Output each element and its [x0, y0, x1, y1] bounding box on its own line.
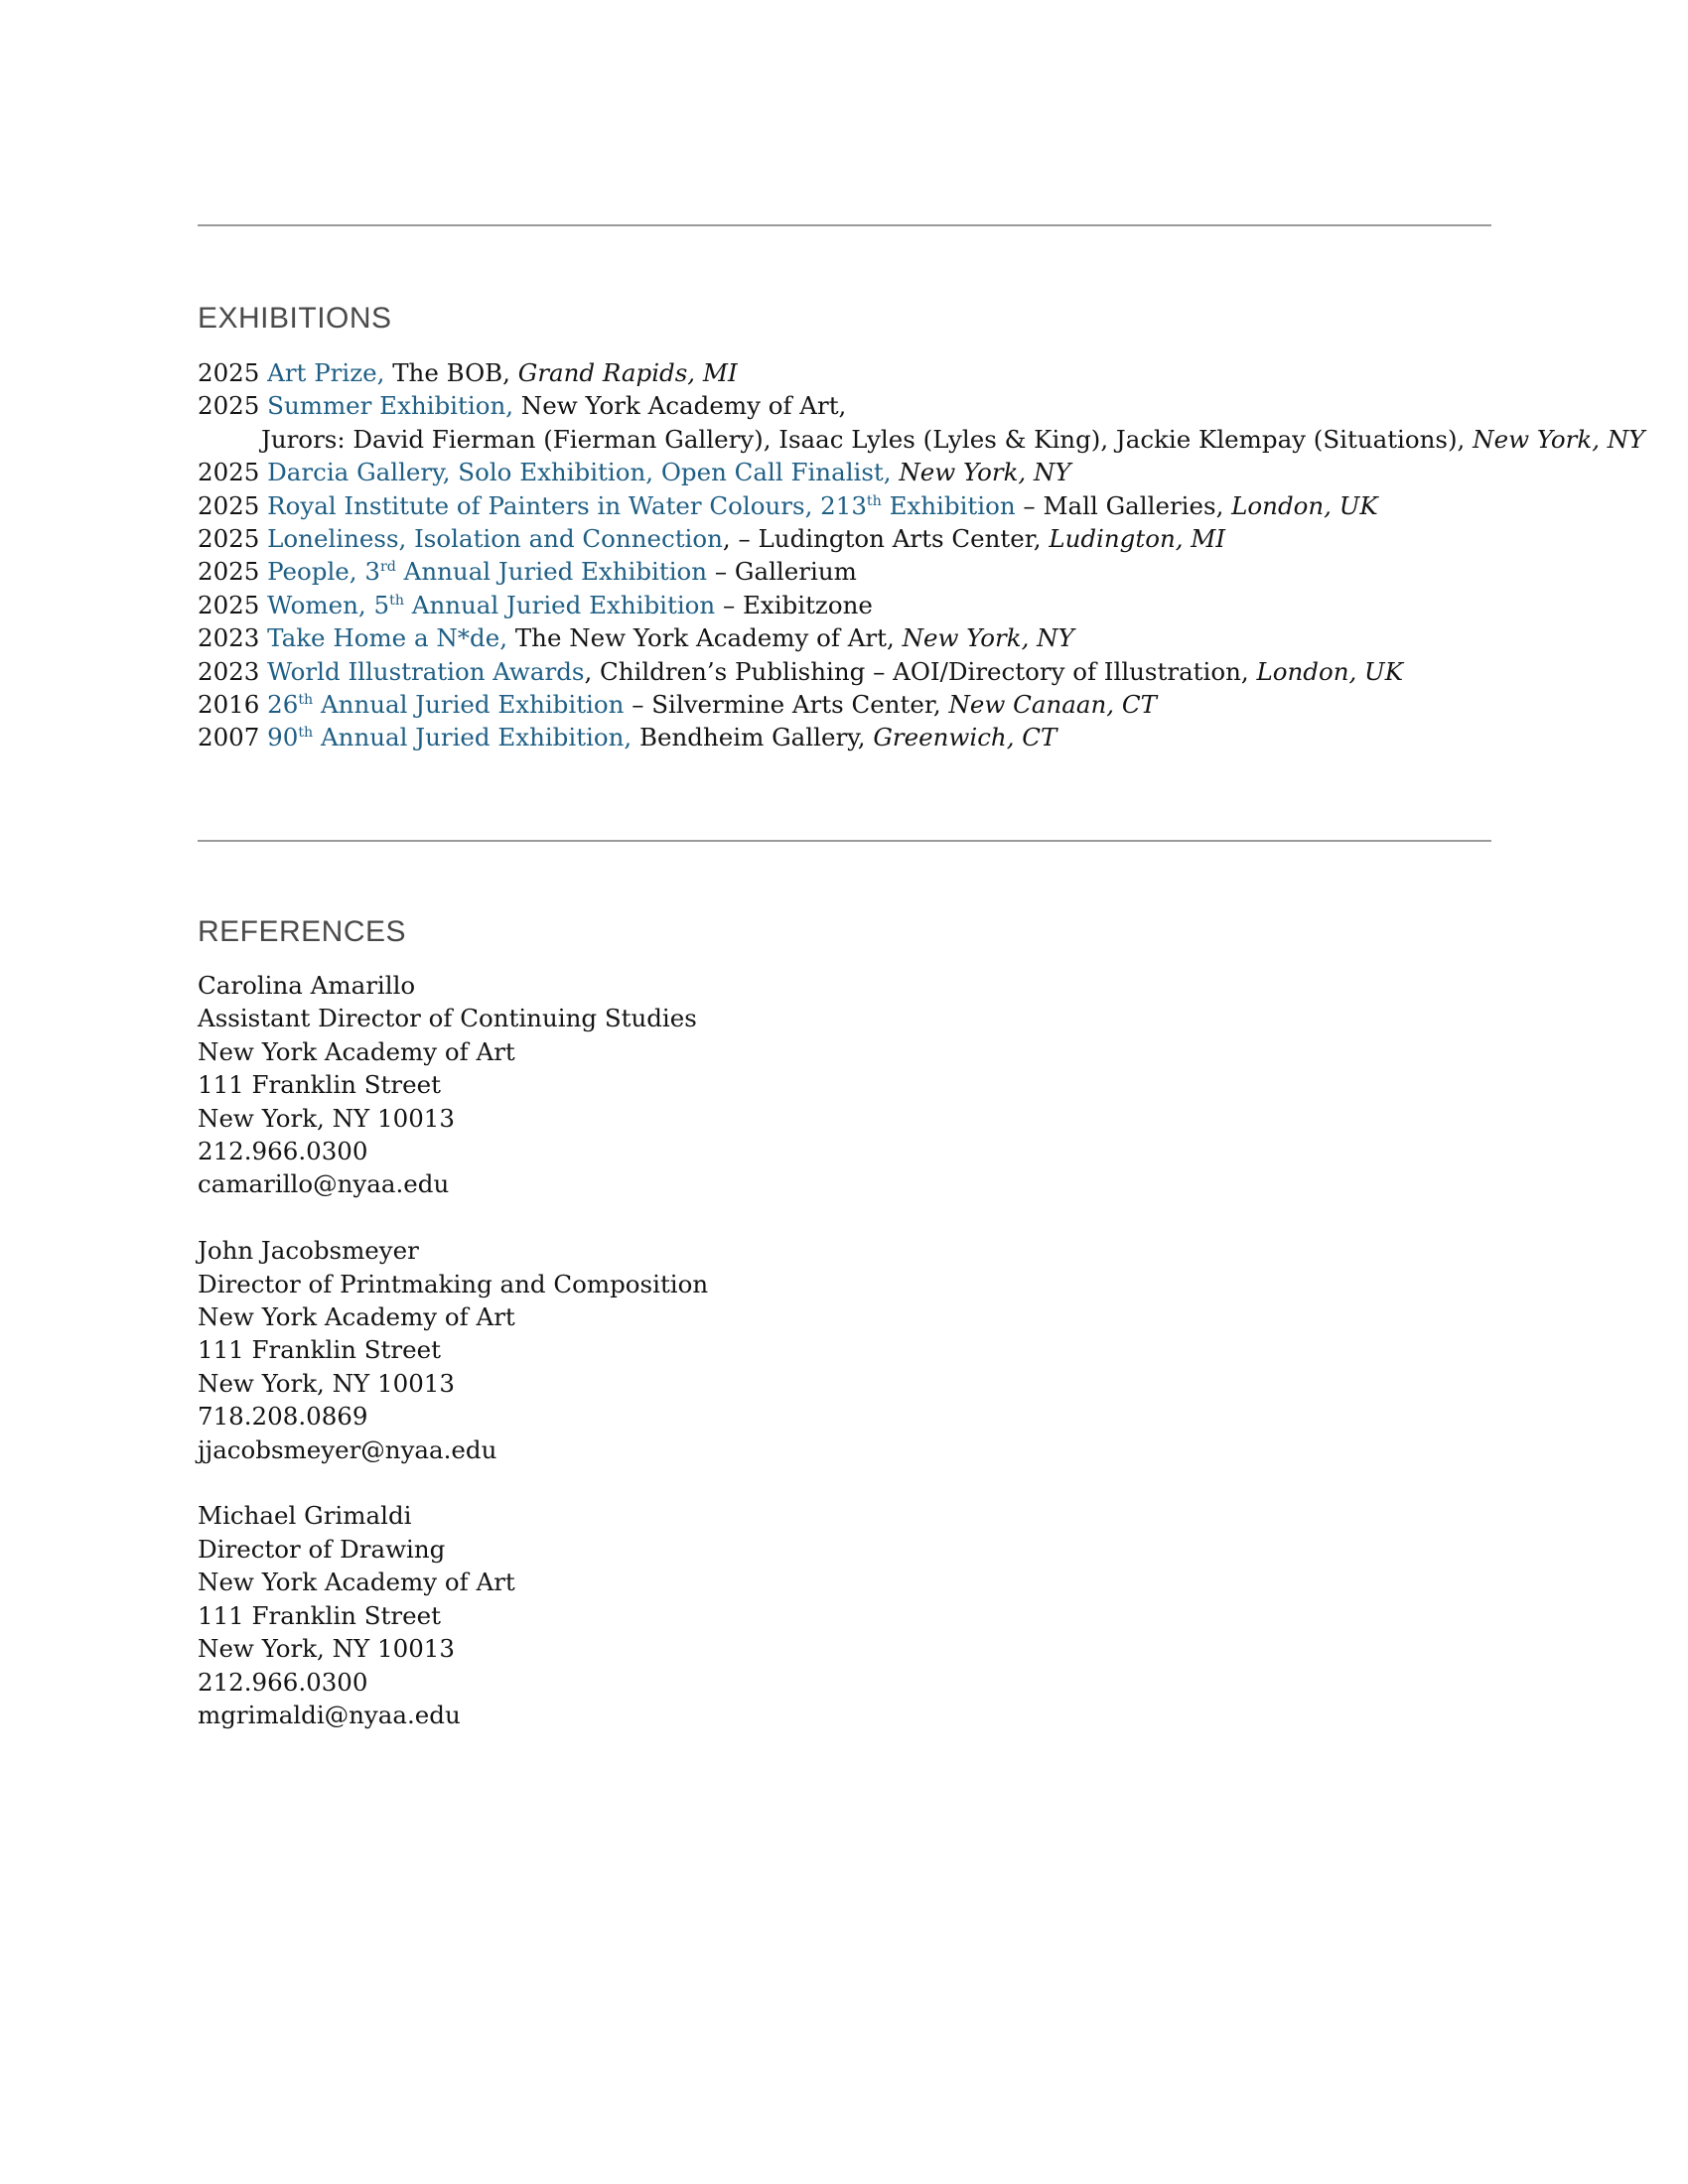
- exhibition-year: 2025: [198, 458, 260, 487]
- exhibitions-list: [198, 356, 1645, 754]
- exhibition-title: Women, 5th Annual Juried Exhibition: [267, 590, 716, 619]
- exhibition-row: [198, 721, 1508, 753]
- exhibition-year: 2007: [198, 723, 260, 752]
- reference-city: New York, NY 10013: [198, 1634, 455, 1664]
- reference-name: John Jacobsmeyer: [198, 1236, 419, 1266]
- exhibitions-heading: EXHIBITIONS: [198, 302, 392, 335]
- exhibition-title: 90th Annual Juried Exhibition,: [267, 723, 633, 752]
- top-divider: [198, 224, 1491, 226]
- reference-street: 111 Franklin Street: [198, 1070, 441, 1100]
- reference-title: Assistant Director of Continuing Studies: [198, 1004, 697, 1033]
- exhibition-jurors: Jurors: David Fierman (Fierman Gallery), Isaac Lyles (Lyles & King), Jackie Klempay (Situations),: [261, 424, 1474, 454]
- exhibition-row: [198, 456, 1508, 488]
- exhibition-row: [198, 356, 1508, 389]
- reference-email[interactable]: jjacobsmeyer@nyaa.edu: [198, 1434, 497, 1464]
- reference-phone: 212.966.0300: [198, 1667, 368, 1697]
- exhibition-title: World Illustration Awards: [267, 656, 585, 686]
- reference-email[interactable]: mgrimaldi@nyaa.edu: [198, 1700, 461, 1729]
- reference-name: Carolina Amarillo: [198, 971, 416, 1000]
- reference-title: Director of Drawing: [198, 1534, 446, 1564]
- exhibition-venue: , Children’s Publishing – AOI/Directory of Illustration,: [584, 656, 1257, 686]
- exhibition-title: 26th Annual Juried Exhibition: [267, 690, 625, 720]
- exhibition-row: [198, 655, 1508, 688]
- reference-street: 111 Franklin Street: [198, 1600, 441, 1630]
- exhibition-location: New York, NY: [902, 623, 1074, 653]
- exhibition-row: [198, 389, 1508, 422]
- reference-title: Director of Printmaking and Composition: [198, 1269, 709, 1298]
- reference-city: New York, NY 10013: [198, 1103, 455, 1133]
- reference-card: [198, 1234, 1091, 1466]
- reference-name: Michael Grimaldi: [198, 1501, 412, 1531]
- reference-card: [198, 969, 1091, 1201]
- reference-organization: New York Academy of Art: [198, 1568, 515, 1597]
- exhibition-venue: The BOB,: [384, 358, 518, 387]
- exhibition-year: 2025: [198, 557, 260, 587]
- exhibition-location: New York, NY: [1473, 424, 1645, 454]
- exhibition-row: [198, 688, 1508, 721]
- reference-email[interactable]: camarillo@nyaa.edu: [198, 1169, 450, 1199]
- exhibition-jurors-row: [198, 423, 1645, 456]
- exhibition-year: 2023: [198, 656, 260, 686]
- reference-phone: 212.966.0300: [198, 1137, 368, 1166]
- reference-street: 111 Franklin Street: [198, 1335, 441, 1365]
- references-heading: REFERENCES: [198, 915, 407, 948]
- exhibition-title: Darcia Gallery, Solo Exhibition, Open Call Finalist,: [267, 458, 892, 487]
- exhibition-row: [198, 555, 1508, 588]
- exhibition-location: New York, NY: [891, 458, 1071, 487]
- references-list: [198, 969, 1091, 1765]
- exhibition-location: Grand Rapids, MI: [517, 358, 738, 387]
- reference-organization: New York Academy of Art: [198, 1036, 515, 1066]
- exhibition-year: 2025: [198, 590, 260, 619]
- exhibition-venue: – Mall Galleries,: [1015, 490, 1232, 520]
- exhibition-year: 2023: [198, 623, 260, 653]
- exhibition-title: Loneliness, Isolation and Connection: [267, 524, 723, 554]
- exhibition-venue: , – Ludington Arts Center,: [722, 524, 1050, 554]
- exhibition-venue: Bendheim Gallery,: [632, 723, 874, 752]
- exhibition-row: [198, 489, 1508, 522]
- exhibition-venue: New York Academy of Art,: [513, 391, 847, 421]
- exhibition-venue: – Silvermine Arts Center,: [624, 690, 949, 720]
- exhibition-venue: The New York Academy of Art,: [507, 623, 903, 653]
- exhibition-row: [198, 522, 1508, 555]
- exhibition-title: Summer Exhibition,: [267, 391, 514, 421]
- exhibition-location: London, UK: [1256, 656, 1404, 686]
- exhibition-venue: – Exibitzone: [715, 590, 873, 619]
- exhibition-row: [198, 589, 1508, 621]
- middle-divider: [198, 840, 1491, 842]
- exhibition-title: Art Prize,: [267, 358, 385, 387]
- exhibition-year: 2025: [198, 391, 260, 421]
- reference-card: [198, 1499, 1091, 1731]
- exhibition-row: [198, 621, 1508, 654]
- reference-organization: New York Academy of Art: [198, 1302, 515, 1332]
- exhibition-title: Royal Institute of Painters in Water Colours, 213th Exhibition: [267, 490, 1016, 520]
- exhibition-location: New Canaan, CT: [948, 690, 1157, 720]
- exhibition-title: Take Home a N*de,: [267, 623, 508, 653]
- reference-phone: 718.208.0869: [198, 1402, 368, 1432]
- exhibition-location: Ludington, MI: [1049, 524, 1226, 554]
- exhibition-year: 2025: [198, 524, 260, 554]
- exhibition-year: 2025: [198, 358, 260, 387]
- exhibition-venue: – Gallerium: [707, 557, 857, 587]
- exhibition-location: Greenwich, CT: [873, 723, 1057, 752]
- exhibition-location: London, UK: [1231, 490, 1378, 520]
- exhibition-title: People, 3rd Annual Juried Exhibition: [267, 557, 708, 587]
- exhibition-year: 2025: [198, 490, 260, 520]
- exhibition-year: 2016: [198, 690, 260, 720]
- reference-city: New York, NY 10013: [198, 1368, 455, 1398]
